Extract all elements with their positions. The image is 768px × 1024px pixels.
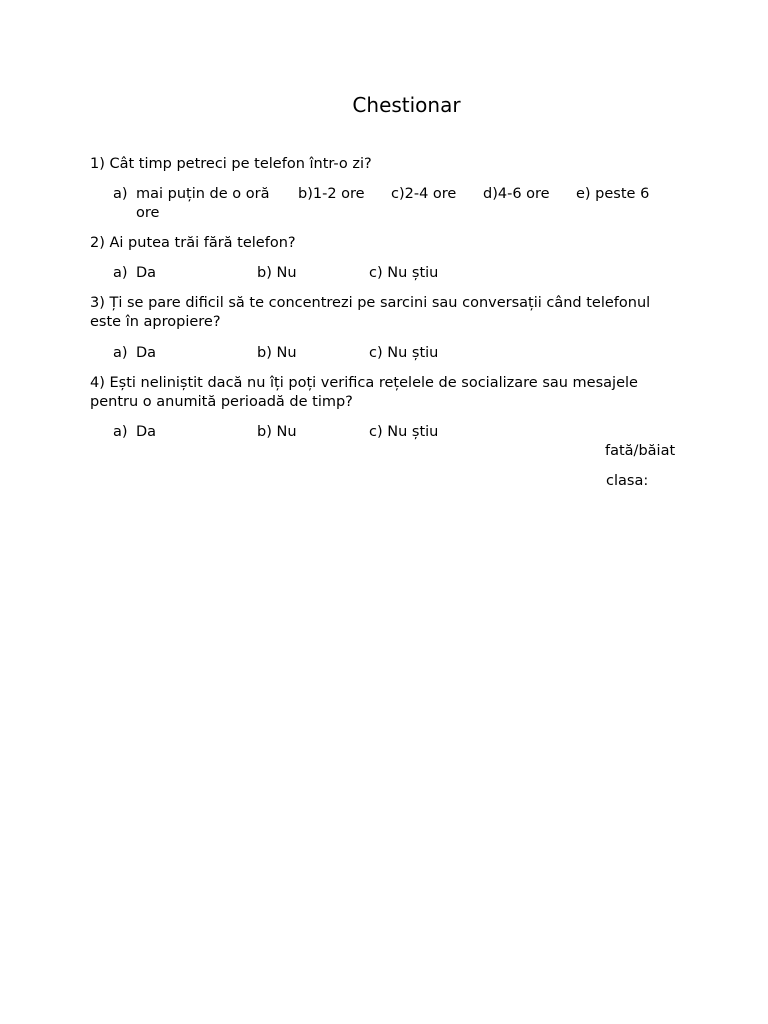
question-2-option-a: Da [136,265,157,281]
question-3-text-line-2: este în apropiere? [90,314,221,330]
question-3-option-c: c) Nu știu [369,345,439,361]
document-title: Chestionar [352,93,461,117]
question-3-text-line-1: 3) Ți se pare dificil să te concentrezi pe sarcini sau conversații când telefonul [90,295,651,311]
question-3-option-a-marker: a) [113,345,128,361]
question-1-option-e: e) peste 6 [576,186,650,202]
question-1-text: 1) Cât timp petreci pe telefon într-o zi? [90,156,372,172]
question-2-option-a-marker: a) [113,265,128,281]
question-4-option-c: c) Nu știu [369,424,439,440]
question-1-option-b: b)1-2 ore [298,186,365,202]
question-1-option-e-continued: ore [136,205,160,221]
question-1-option-d: d)4-6 ore [483,186,550,202]
class-label: clasa: [606,473,649,489]
question-4-option-a-marker: a) [113,424,128,440]
question-2-text: 2) Ai putea trăi fără telefon? [90,235,296,251]
question-4-option-a: Da [136,424,157,440]
question-3-option-a: Da [136,345,157,361]
question-3-option-b: b) Nu [257,345,297,361]
question-4-text-line-1: 4) Ești neliniștit dacă nu îți poți verifica rețelele de socializare sau mesajele [90,375,638,391]
question-1-option-a-marker: a) [113,186,128,202]
question-4-option-b: b) Nu [257,424,297,440]
question-2-option-b: b) Nu [257,265,297,281]
question-1-option-c: c)2-4 ore [391,186,457,202]
question-1-option-a: mai puțin de o oră [136,186,270,202]
gender-label: fată/băiat [605,443,676,459]
question-4-text-line-2: pentru o anumită perioadă de timp? [90,394,353,410]
question-2-option-c: c) Nu știu [369,265,439,281]
